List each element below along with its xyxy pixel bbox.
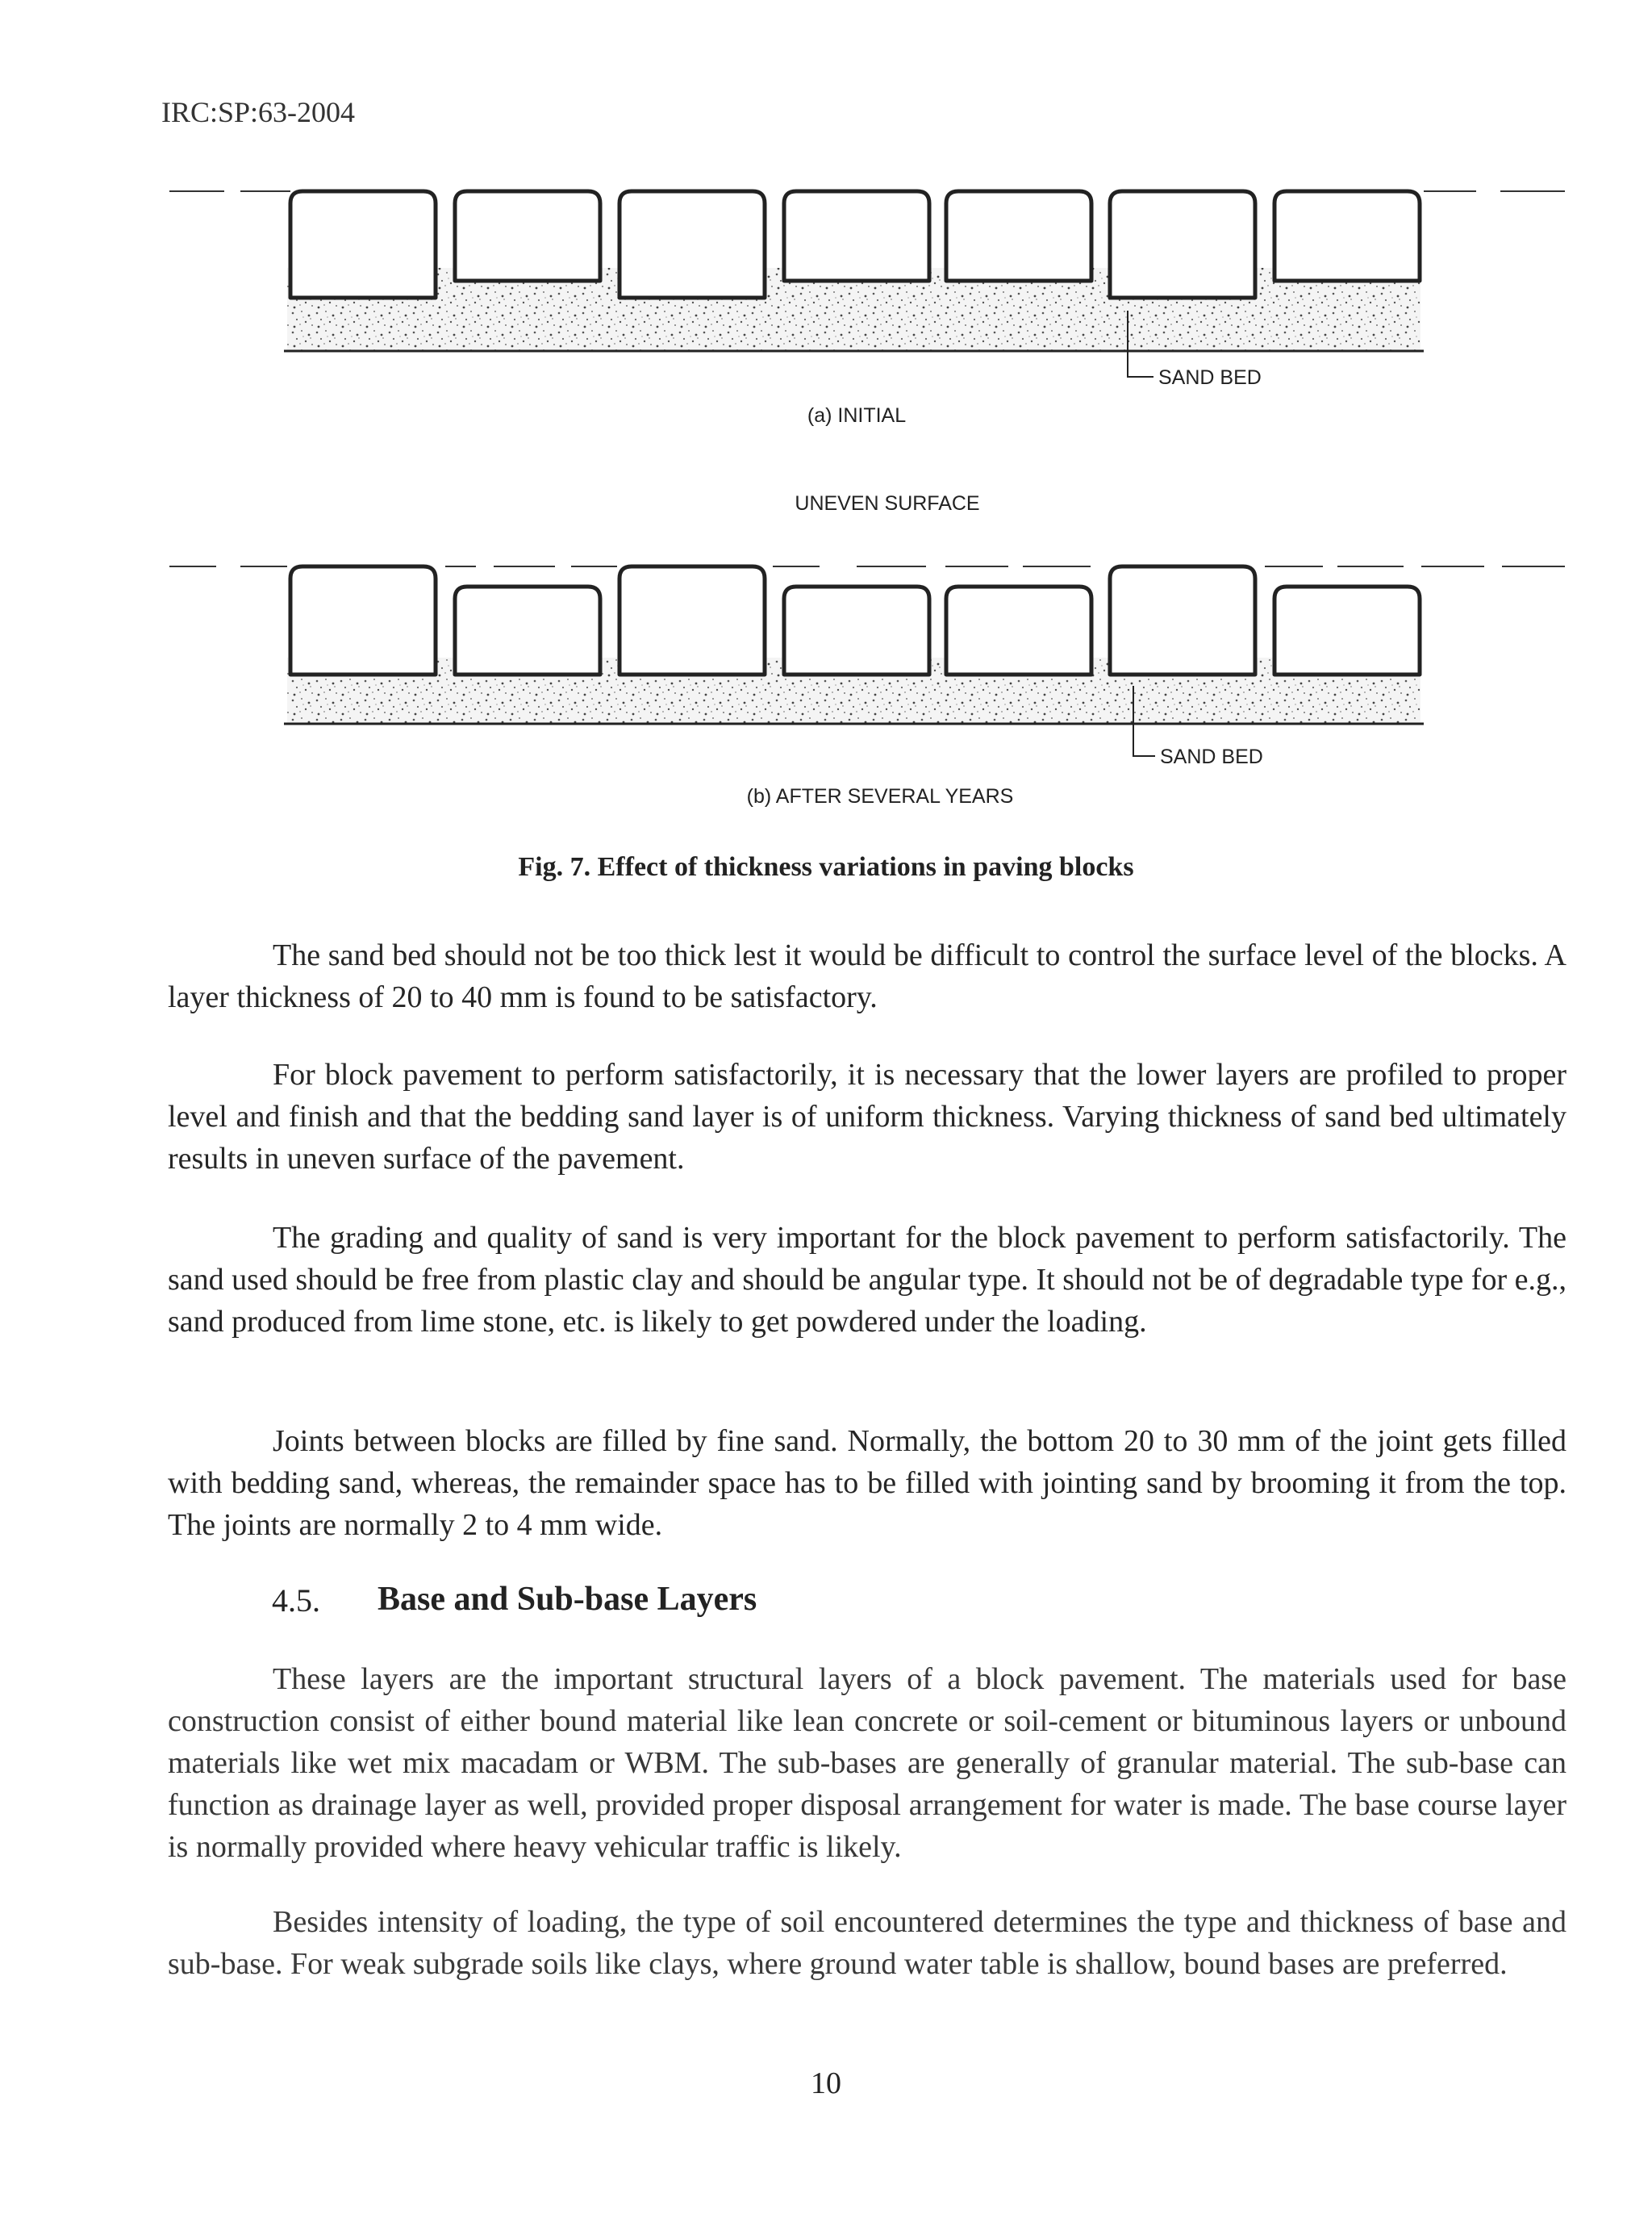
paragraph-sand-bed-thickness: The sand bed should not be too thick lest it would be difficult to control the surface level of the blocks. A layer thickness of 20 to 40 mm is found to be satisfactory. [168,938,1566,1014]
panel-b-after-several-years [169,492,1565,808]
paragraph-uniform-thickness: For block pavement to perform satisfactorily, it is necessary that the lower layers are profiled to proper level and finish and that the bedding sand layer is of uniform thickness. Varying thickness of sand bed ultimately results in uneven surface of the pavement. [168,1058,1566,1176]
paragraph-structural-layers: These layers are the important structural layers of a block pavement. The materials used for base construction consist of either bound material like lean concrete or soil-cement or bituminous layers or unbound materials like wet mix macadam or WBM. The sub-bases are generally of granular material. The sub-base can function as drainage layer as well, provided proper disposal arrangement for water is made. The base course layer is normally provided where heavy vehicular traffic is likely. [168,1662,1566,1864]
panel-a-sand-bed-label: SAND BED [1158,366,1262,389]
section-title: Base and Sub-base Layers [378,1581,757,1618]
panel-a-label: (a) INITIAL [807,404,907,427]
paving-block [946,191,1091,281]
paragraph-soil-type: Besides intensity of loading, the type of soil encountered determines the type and thickness of base and sub-base. For weak subgrade soils like clays, where ground water table is shallow, bound bases are preferred. [168,1905,1566,1981]
panel-b-sand-bed-label: SAND BED [1160,746,1263,768]
paving-block [455,587,600,675]
panel-b-top-label: UNEVEN SURFACE [795,492,980,515]
paragraph-sand-grading: The grading and quality of sand is very important for the block pavement to perform satisfactorily. The sand used should be free from plastic clay and should be angular type. It should not be of degradable type for e.g., sand produced from lime stone, etc. is likely to get powdered under the loading. [168,1221,1566,1339]
paragraph-joints: Joints between blocks are filled by fine sand. Normally, the bottom 20 to 30 mm of the joint gets filled with bedding sand, whereas, the remainder space has to be filled with jointing sand by brooming it from the top. The joints are normally 2 to 4 mm wide. [168,1424,1566,1542]
paving-block [620,566,765,675]
paving-block [784,587,929,675]
paving-block [1274,191,1420,281]
panel-b-label: (b) AFTER SEVERAL YEARS [746,785,1014,808]
paving-block [290,566,436,675]
paving-block [784,191,929,281]
figure-caption: Fig. 7. Effect of thickness variations in paving blocks [518,852,1134,882]
paving-blocks-figure [0,0,1652,847]
document-code-header: IRC:SP:63-2004 [161,96,356,128]
paving-block [455,191,600,281]
panel-a-blocks [290,191,1420,298]
paving-block [946,587,1091,675]
panel-b-blocks [290,566,1420,675]
page-number: 10 [811,2066,841,2100]
paving-block [1274,587,1420,675]
section-number: 4.5. [272,1582,320,1619]
paving-block [620,191,765,298]
paving-block [290,191,436,298]
panel-a-initial [169,191,1565,427]
paving-block [1110,191,1255,298]
paving-block [1110,566,1255,675]
